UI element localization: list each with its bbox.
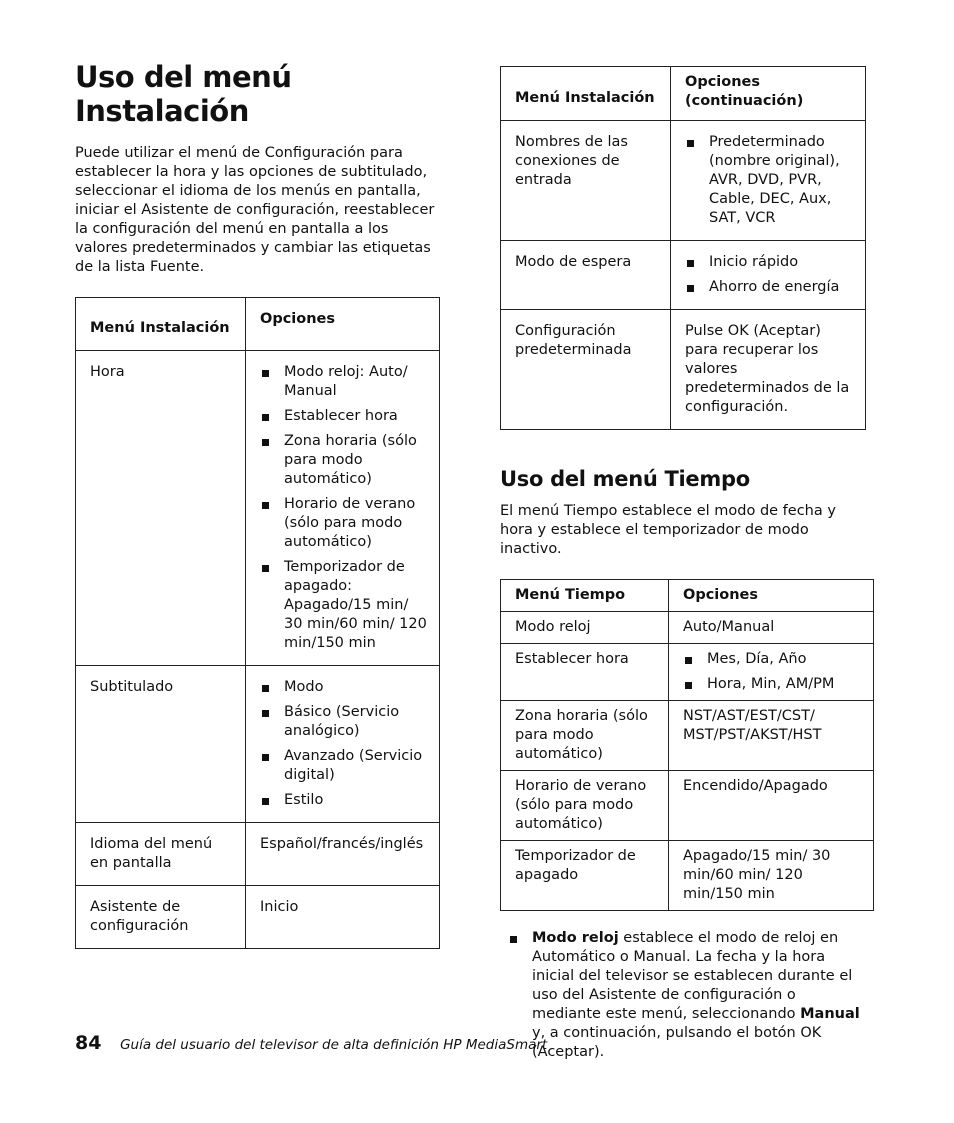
row-menu: Modo de espera — [501, 241, 671, 310]
row-options — [246, 666, 440, 823]
table-row — [76, 886, 440, 949]
footer-text: Guía del usuario del televisor de alta definición HP MediaSmart — [120, 1037, 548, 1053]
list-item: Avanzado (Servicio digital) — [260, 747, 427, 785]
list-item: Mes, Día, Año — [683, 650, 861, 669]
header-menu: Menú Tiempo — [501, 580, 669, 612]
row-menu: Idioma del menú en pantalla — [76, 823, 246, 886]
table-row — [501, 841, 874, 911]
time-intro: El menú Tiempo establece el modo de fecha y hora y establece el temporizador de modo inactivo. — [500, 503, 836, 557]
row-value: Encendido/Apagado — [669, 771, 874, 841]
list-item: Establecer hora — [260, 407, 427, 426]
right-column — [500, 66, 873, 1062]
row-menu: Asistente de configuración — [76, 886, 246, 949]
left-column — [75, 60, 439, 949]
row-menu: Hora — [76, 351, 246, 666]
list-item: Horario de verano (sólo para modo automático) — [260, 495, 427, 552]
note-bold-clock-mode: Modo reloj — [532, 930, 619, 946]
list-item: Básico (Servicio analógico) — [260, 703, 427, 741]
table-header-row — [76, 298, 440, 351]
section-title: Uso del menú Tiempo — [500, 467, 750, 491]
page-number: 84 — [75, 1032, 102, 1054]
install-intro: Puede utilizar el menú de Configuración para establecer la hora y las opciones de subtitulado, seleccionar el idioma de los menús en pantalla, iniciar el Asistente de configuración, reestablecer la configuración del menú en pantalla a los valores predeterminados y cambiar las etiquetas de la lista Fuente. — [75, 145, 435, 275]
list-item: Predeterminado (nombre original), AVR, DVD, PVR, Cable, DEC, Aux, SAT, VCR — [685, 133, 853, 228]
row-menu: Horario de verano (sólo para modo automático) — [501, 771, 669, 841]
list-item: Inicio rápido — [685, 253, 853, 272]
table-row — [76, 351, 440, 666]
header-options: Opciones — [246, 298, 440, 351]
row-value: Apagado/15 min/ 30 min/60 min/ 120 min/150 min — [669, 841, 874, 911]
note-text: establece el modo de reloj en Automático o Manual. La fecha y la hora inicial del televisor se establecen durante el uso del Asistente de configuración o mediante este menú, seleccionando — [532, 930, 853, 1022]
row-options — [246, 351, 440, 666]
row-menu: Subtitulado — [76, 666, 246, 823]
row-value: Pulse OK (Aceptar) para recuperar los valores predeterminados de la configuración. — [671, 310, 866, 430]
row-menu: Modo reloj — [501, 612, 669, 644]
header-menu: Menú Instalación — [501, 67, 671, 121]
header-options: Opciones — [669, 580, 874, 612]
list-item: Temporizador de apagado: Apagado/15 min/ 30 min/60 min/ 120 min/150 min — [260, 558, 427, 653]
table-row — [501, 121, 866, 241]
note-bold-manual: Manual — [800, 1006, 860, 1022]
table-row — [76, 666, 440, 823]
row-value: Inicio — [246, 886, 440, 949]
row-options — [671, 121, 866, 241]
page-title: Uso del menú Instalación — [75, 60, 292, 128]
table-header-row — [501, 580, 874, 612]
list-item: Ahorro de energía — [685, 278, 853, 297]
row-menu: Zona horaria (sólo para modo automático) — [501, 701, 669, 771]
row-options — [669, 644, 874, 701]
table-row — [501, 241, 866, 310]
row-menu: Nombres de las conexiones de entrada — [501, 121, 671, 241]
install-table-continued — [500, 66, 866, 430]
table-header-row — [501, 67, 866, 121]
list-item: Estilo — [260, 791, 427, 810]
row-value: Auto/Manual — [669, 612, 874, 644]
list-item: Modo reloj: Auto/ Manual — [260, 363, 427, 401]
table-row — [501, 310, 866, 430]
table-row — [501, 701, 874, 771]
list-item: Zona horaria (sólo para modo automático) — [260, 432, 427, 489]
row-value: NST/AST/EST/CST/ MST/PST/AKST/HST — [669, 701, 874, 771]
row-menu: Establecer hora — [501, 644, 669, 701]
table-row — [501, 644, 874, 701]
row-value: Español/francés/inglés — [246, 823, 440, 886]
list-item: Modo — [260, 678, 427, 697]
page-footer — [75, 1034, 895, 1055]
header-menu: Menú Instalación — [76, 298, 246, 351]
row-menu: Configuración predeterminada — [501, 310, 671, 430]
row-options — [671, 241, 866, 310]
table-row — [501, 612, 874, 644]
table-row — [76, 823, 440, 886]
install-table — [75, 297, 440, 949]
note-text: y, a continuación, pulsando el botón OK (Aceptar). — [532, 1025, 822, 1060]
row-menu: Temporizador de apagado — [501, 841, 669, 911]
time-table — [500, 579, 874, 911]
header-options: Opciones (continuación) — [671, 67, 866, 121]
table-row — [501, 771, 874, 841]
list-item: Hora, Min, AM/PM — [683, 675, 861, 694]
